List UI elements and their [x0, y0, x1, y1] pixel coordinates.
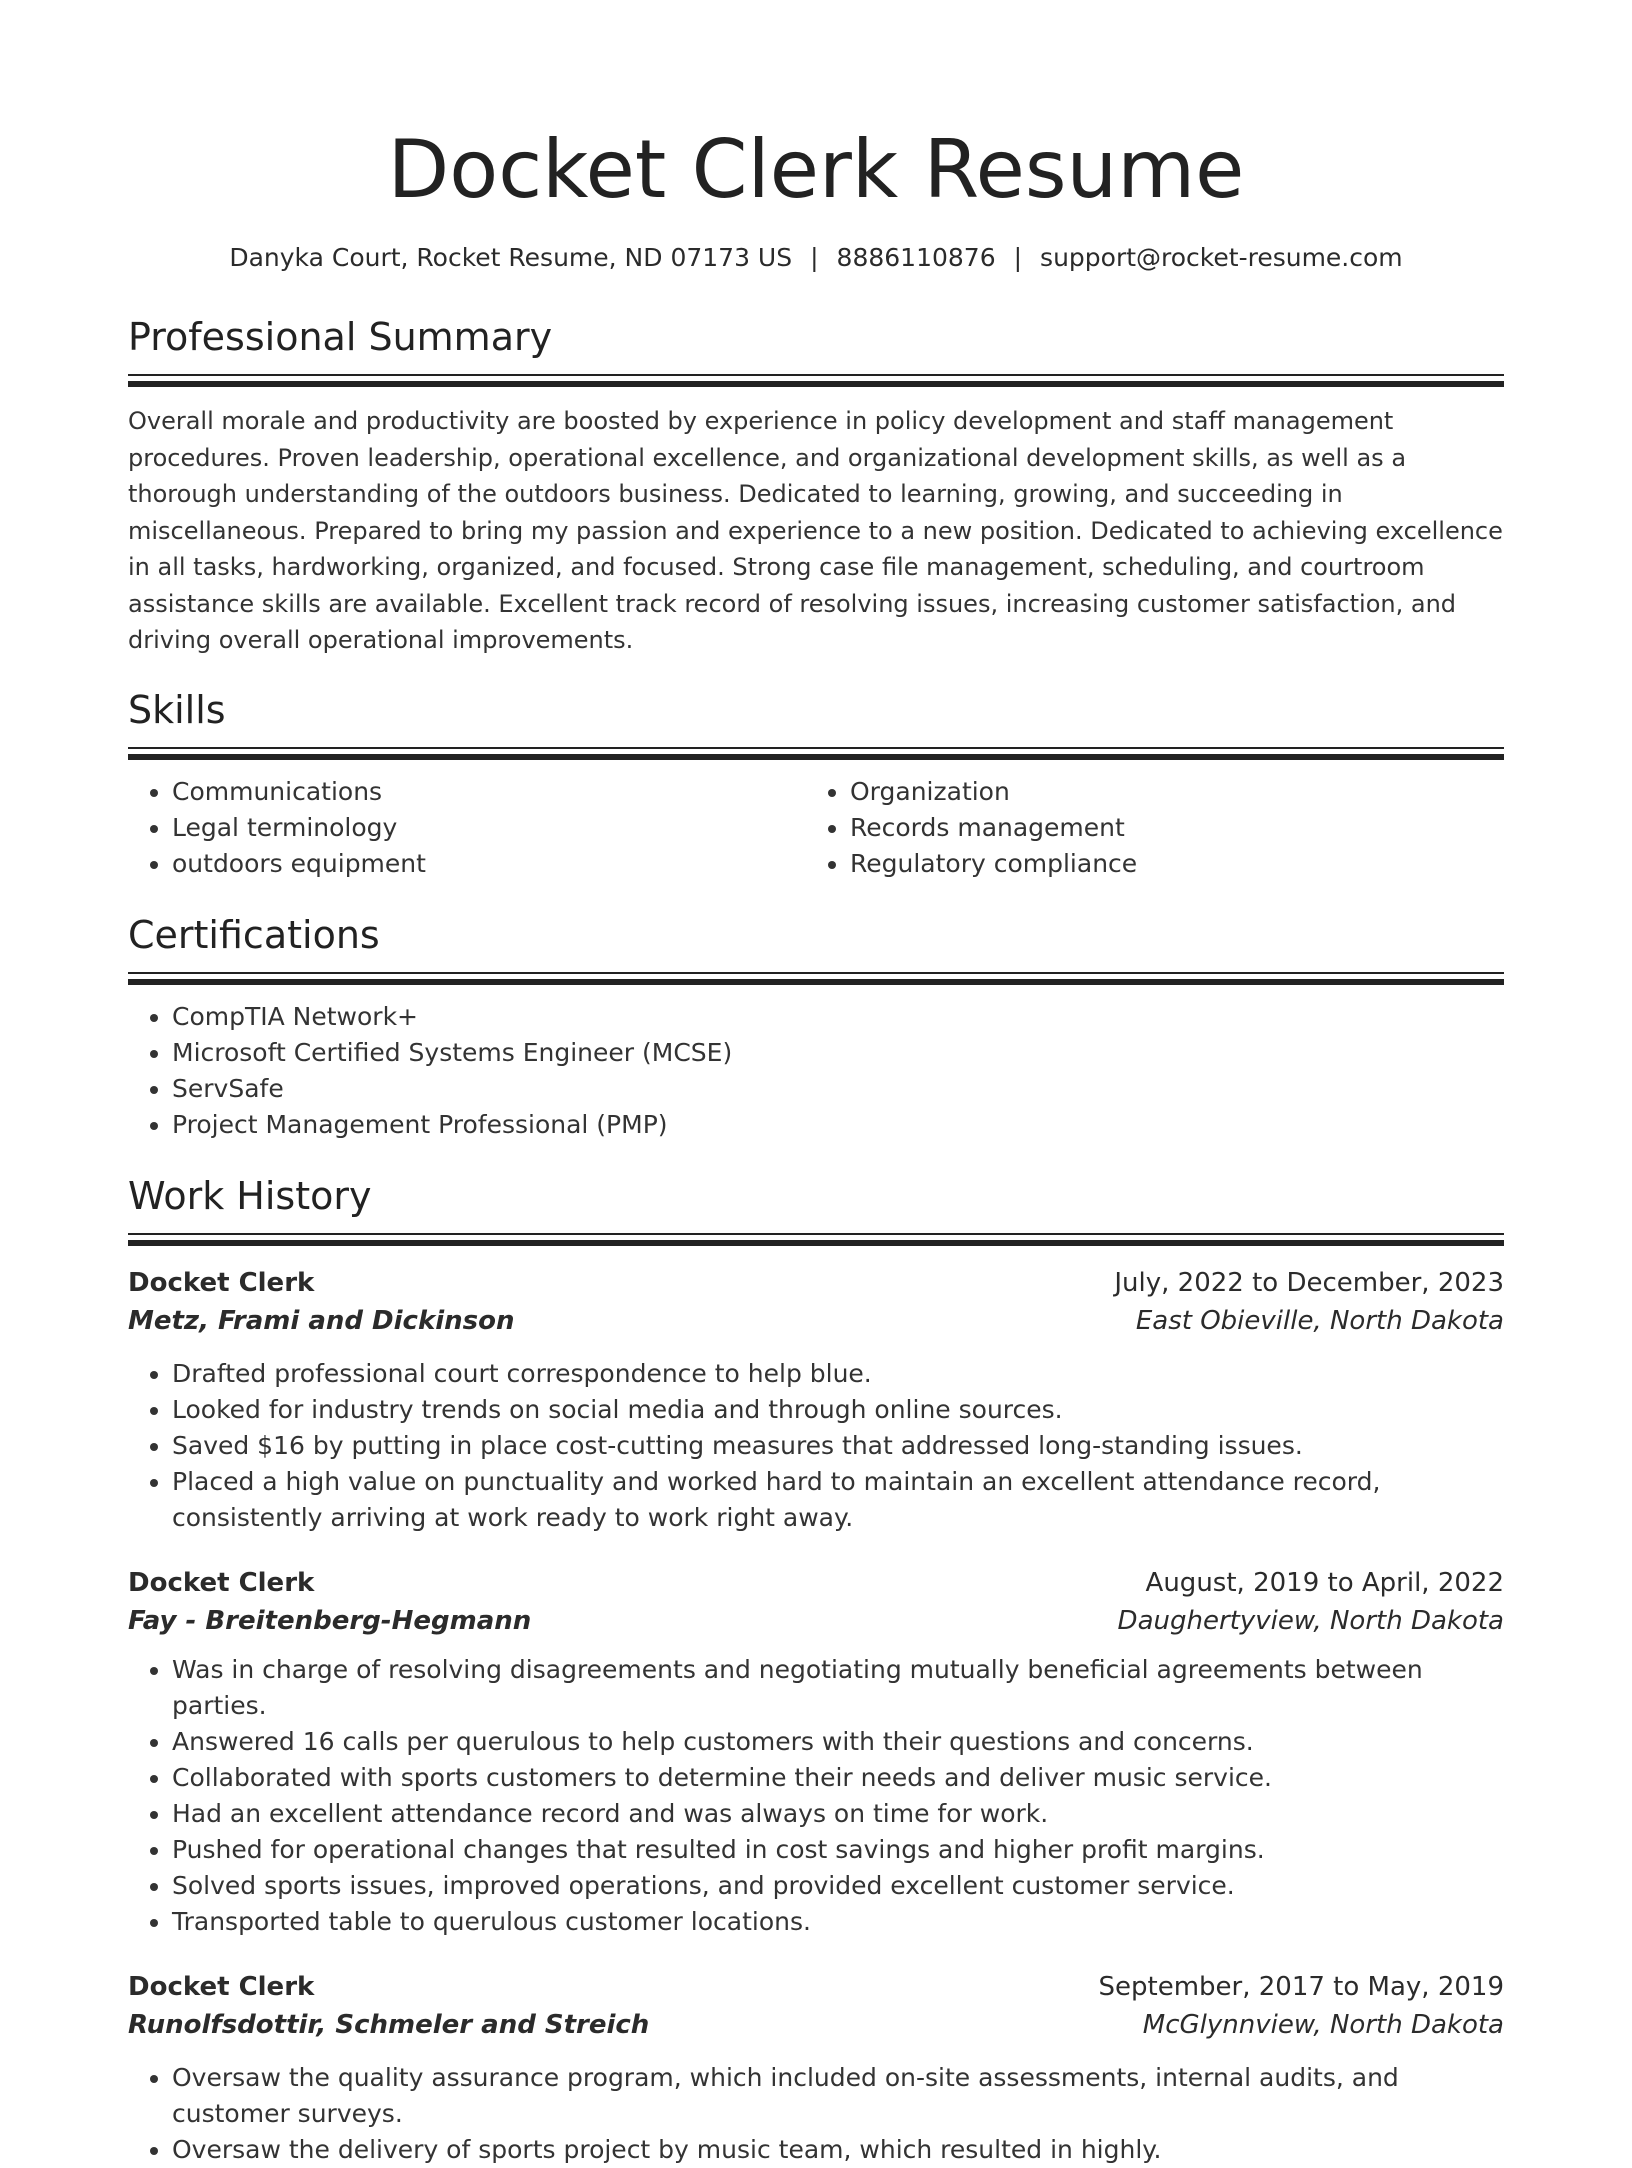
contact-address: Danyka Court, Rocket Resume, ND 07173 US: [229, 243, 793, 272]
skill-item: • Communications: [172, 774, 806, 810]
work-history-section: [128, 1173, 1504, 2168]
job-dates: July, 2022 to December, 2023: [1114, 1267, 1504, 1298]
job-company: Fay - Breitenberg-Hegmann: [128, 1605, 532, 1636]
skills-list-right: [806, 774, 1484, 882]
contact-separator: |: [810, 243, 819, 272]
resume-page: [128, 0, 1504, 2168]
section-divider: [128, 747, 1504, 749]
job-bullet: • Answered 16 calls per querulous to help customers with their questions and concerns.: [172, 1724, 1504, 1760]
section-divider: [128, 972, 1504, 974]
skills-section: [128, 687, 1504, 882]
section-divider-thick: [128, 1240, 1504, 1246]
job-bullet: • Solved sports issues, improved operations, and provided excellent customer service.: [172, 1868, 1504, 1904]
job-bullet: • Oversaw the quality assurance program, which included on-site assessments, internal audits, and customer surveys.: [172, 2060, 1504, 2132]
job-entry: [128, 1968, 1504, 2168]
job-bullet: • Had an excellent attendance record and was always on time for work.: [172, 1796, 1504, 1832]
job-title: Docket Clerk: [128, 1567, 315, 1598]
summary-section: [128, 314, 1504, 659]
job-bullet: • Transported table to querulous customer locations.: [172, 1904, 1504, 1940]
section-divider: [128, 1233, 1504, 1235]
job-bullet: • Looked for industry trends on social media and through online sources.: [172, 1392, 1504, 1428]
certification-item: • ServSafe: [172, 1071, 1504, 1107]
work-history-heading: Work History: [128, 1173, 372, 1218]
skills-heading: Skills: [128, 687, 226, 732]
job-company: Metz, Frami and Dickinson: [128, 1305, 515, 1336]
job-subheader-row: [128, 1602, 1504, 1640]
certification-item: • Project Management Professional (PMP): [172, 1107, 1504, 1143]
job-location: Daughertyview, North Dakota: [1117, 1605, 1504, 1636]
skill-item: • Records management: [850, 810, 1484, 846]
skill-item: • Regulatory compliance: [850, 846, 1484, 882]
skills-columns: [128, 774, 1504, 882]
job-location: McGlynnview, North Dakota: [1142, 2009, 1504, 2040]
certification-item: • Microsoft Certified Systems Engineer (MCSE): [172, 1035, 1504, 1071]
section-divider-thick: [128, 754, 1504, 760]
job-dates: September, 2017 to May, 2019: [1098, 1971, 1504, 2002]
job-bullet: • Drafted professional court correspondence to help blue.: [172, 1356, 1504, 1392]
resume-title: Docket Clerk Resume: [387, 123, 1245, 216]
contact-phone: 8886110876: [836, 243, 996, 272]
job-title: Docket Clerk: [128, 1971, 315, 2002]
certifications-heading: Certifications: [128, 912, 380, 957]
job-dates: August, 2019 to April, 2022: [1145, 1567, 1504, 1598]
section-divider-thick: [128, 979, 1504, 985]
certification-item: • CompTIA Network+: [172, 999, 1504, 1035]
job-bullet: • Pushed for operational changes that resulted in cost savings and higher profit margins.: [172, 1832, 1504, 1868]
job-header-row: [128, 1564, 1504, 1602]
job-bullets: [128, 2060, 1504, 2168]
job-bullet: • Collaborated with sports customers to determine their needs and deliver music service.: [172, 1760, 1504, 1796]
section-divider: [128, 374, 1504, 376]
job-bullet: • Placed a high value on punctuality and worked hard to maintain an excellent attendance record, consistently arriving at work ready to work right away.: [172, 1464, 1504, 1536]
job-entry: [128, 1564, 1504, 1940]
job-bullets: [128, 1356, 1504, 1536]
job-bullet: • Oversaw the delivery of sports project by music team, which resulted in highly.: [172, 2132, 1504, 2168]
contact-email: support@rocket-resume.com: [1040, 243, 1403, 272]
certifications-list: [128, 999, 1504, 1143]
summary-heading: Professional Summary: [128, 315, 553, 359]
skills-list-left: [128, 774, 806, 882]
job-title: Docket Clerk: [128, 1267, 315, 1298]
job-header-row: [128, 1264, 1504, 1302]
section-divider-thick: [128, 381, 1504, 387]
skill-item: • outdoors equipment: [172, 846, 806, 882]
job-company: Runolfsdottir, Schmeler and Streich: [128, 2009, 650, 2040]
certifications-section: [128, 912, 1504, 1143]
job-subheader-row: [128, 2006, 1504, 2044]
skill-item: • Legal terminology: [172, 810, 806, 846]
job-bullet: • Was in charge of resolving disagreements and negotiating mutually beneficial agreements between parties.: [172, 1652, 1504, 1724]
summary-text: Overall morale and productivity are boosted by experience in policy development and staff management procedures. Proven leadership, operational excellence, and organizational development skills, as well as a thorough understanding of the outdoors business. Dedicated to learning, growing, and succeeding in miscellaneous. Prepared to bring my passion and experience to a new position. Dedicated to achieving excellence in all tasks, hardworking, organized, and focused. Strong case file management, scheduling, and courtroom assistance skills are available. Excellent track record of resolving issues, increasing customer satisfaction, and driving overall operational improvements.: [128, 407, 1503, 654]
job-bullets: [128, 1652, 1504, 1940]
job-header-row: [128, 1968, 1504, 2006]
job-entry: [128, 1264, 1504, 1536]
skill-item: • Organization: [850, 774, 1484, 810]
job-bullet: • Saved $16 by putting in place cost-cutting measures that addressed long-standing issues.: [172, 1428, 1504, 1464]
job-location: East Obieville, North Dakota: [1135, 1305, 1504, 1336]
contact-line: [128, 242, 1504, 274]
contact-separator: |: [1013, 243, 1023, 272]
job-subheader-row: [128, 1302, 1504, 1340]
